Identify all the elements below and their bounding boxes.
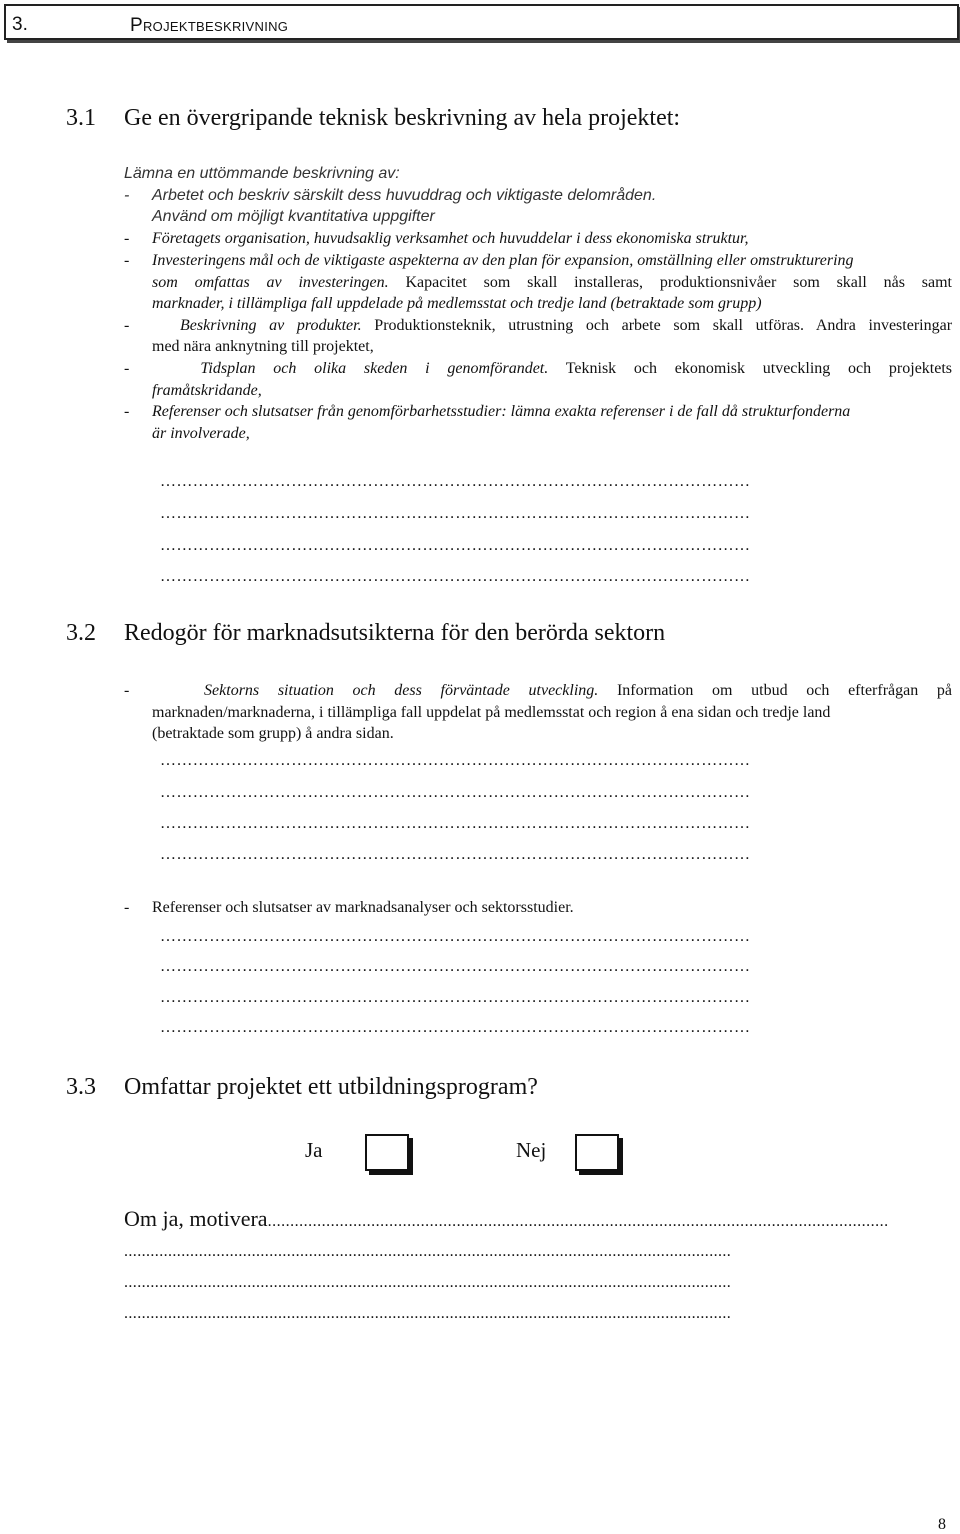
answer-line[interactable]: ………………………………………………………………………………………………: [160, 505, 751, 522]
section-header-box: [4, 4, 959, 40]
heading-number: 3.1: [66, 105, 96, 131]
motivate-label: Om ja, motivera: [124, 1206, 268, 1231]
answer-line[interactable]: ………………………………………………………………………………………………: [160, 752, 751, 769]
text-span: Teknisk och ekonomisk utveckling och projektets: [565, 360, 953, 377]
answer-line[interactable]: ………………………………………………………………………………………………: [160, 473, 751, 490]
bullet-4-line-2: med nära anknytning till projektet,: [152, 338, 374, 355]
bullet-dash: -: [124, 187, 130, 204]
text-span: Kapacitet som skall installeras, produktionsnivåer som skall nås samt: [405, 274, 952, 291]
bullet-dash: -: [124, 682, 130, 699]
heading-text: Ge en övergripande teknisk beskrivning av hela projektet:: [124, 105, 681, 131]
answer-line[interactable]: ..........................................................................................................................................: [124, 1305, 732, 1322]
text-span: Beskrivning av produkter.: [180, 317, 362, 334]
bullet-dash: -: [124, 403, 130, 420]
section-number: 3.: [12, 14, 28, 35]
text-span: Information om utbud och efterfrågan på: [616, 682, 953, 699]
answer-line[interactable]: ..........................................................................................................................................: [124, 1243, 732, 1260]
text-span: Sektorns situation och dess förväntade utveckling.: [204, 682, 599, 699]
bullet-dash: -: [124, 899, 130, 916]
bullet-3-line-3: marknader, i tillämpliga fall uppdelade på medlemsstat och tredje land (betraktade som grupp): [152, 295, 762, 312]
bullet-text: Referenser och slutsatser av marknadsanalyser och sektorsstudier.: [152, 899, 574, 916]
text-span: Produktionsteknik, utrustning och arbete som skall utföras.: [374, 317, 805, 334]
answer-line[interactable]: ..........................................................................................................................................: [124, 1274, 732, 1291]
answer-line[interactable]: ………………………………………………………………………………………………: [160, 815, 751, 832]
heading-text: Omfattar projektet ett utbildningsprogram?: [124, 1074, 538, 1100]
bullet-dash: -: [124, 360, 130, 377]
no-checkbox[interactable]: [575, 1134, 619, 1171]
market-bullet-1: [124, 680, 952, 701]
answer-line[interactable]: ………………………………………………………………………………………………: [160, 958, 751, 975]
motivate-line: [124, 1206, 950, 1235]
bullet-dash: -: [124, 317, 130, 334]
text-span: Tidsplan och olika skeden i genomförandet.: [200, 360, 549, 377]
bullet-4: [124, 315, 952, 336]
text-span: Andra investeringar: [815, 317, 953, 334]
bullet-5: [124, 358, 952, 379]
bullet-text: Företagets organisation, huvudsaklig verksamhet och huvuddelar i dess ekonomiska struktur,: [152, 230, 749, 247]
market-bullet-1-line-3: (betraktade som grupp) å andra sidan.: [152, 725, 394, 742]
section-title: Projektbeskrivning: [130, 15, 289, 36]
answer-line[interactable]: ………………………………………………………………………………………………: [160, 1019, 751, 1036]
text-span: som omfattas av investeringen.: [152, 274, 389, 291]
market-bullet-1-line-2: marknaden/marknaderna, i tillämpliga fall uppdelat på medlemsstat och region å ena sidan och tredje land: [152, 704, 831, 721]
heading-text: Redogör för marknadsutsikterna för den berörda sektorn: [124, 620, 666, 646]
answer-line[interactable]: ………………………………………………………………………………………………: [160, 784, 751, 801]
answer-line[interactable]: ..........................................................................................................................................: [267, 1213, 889, 1230]
answer-line[interactable]: ………………………………………………………………………………………………: [160, 928, 751, 945]
bullet-dash: -: [124, 252, 130, 269]
bullet-text: Referenser och slutsatser från genomförbarhetsstudier: lämna exakta referenser i de fall då strukturfonderna: [152, 403, 851, 420]
answer-line[interactable]: ………………………………………………………………………………………………: [160, 846, 751, 863]
bullet-text: Investeringens mål och de viktigaste aspekterna av den plan för expansion, omställning eller omstrukturering: [152, 252, 854, 269]
no-label: Nej: [516, 1138, 547, 1162]
bullet-5-line-2: framåtskridande,: [152, 382, 262, 399]
bullet-6-line-2: är involverade,: [152, 425, 250, 442]
bullet-dash: -: [124, 230, 130, 247]
heading-number: 3.3: [66, 1074, 96, 1100]
bullet-1-continuation: Använd om möjligt kvantitativa uppgifter: [152, 208, 435, 225]
yes-label: Ja: [305, 1138, 323, 1162]
answer-line[interactable]: ………………………………………………………………………………………………: [160, 537, 751, 554]
intro-text: Lämna en uttömmande beskrivning av:: [124, 165, 400, 182]
page-number: 8: [938, 1516, 946, 1533]
heading-number: 3.2: [66, 620, 96, 646]
answer-line[interactable]: ………………………………………………………………………………………………: [160, 989, 751, 1006]
bullet-3-line-2: [152, 272, 952, 293]
answer-line[interactable]: ………………………………………………………………………………………………: [160, 568, 751, 585]
bullet-text: Arbetet och beskriv särskilt dess huvuddrag och viktigaste delområden.: [152, 187, 657, 204]
yes-checkbox[interactable]: [365, 1134, 409, 1171]
